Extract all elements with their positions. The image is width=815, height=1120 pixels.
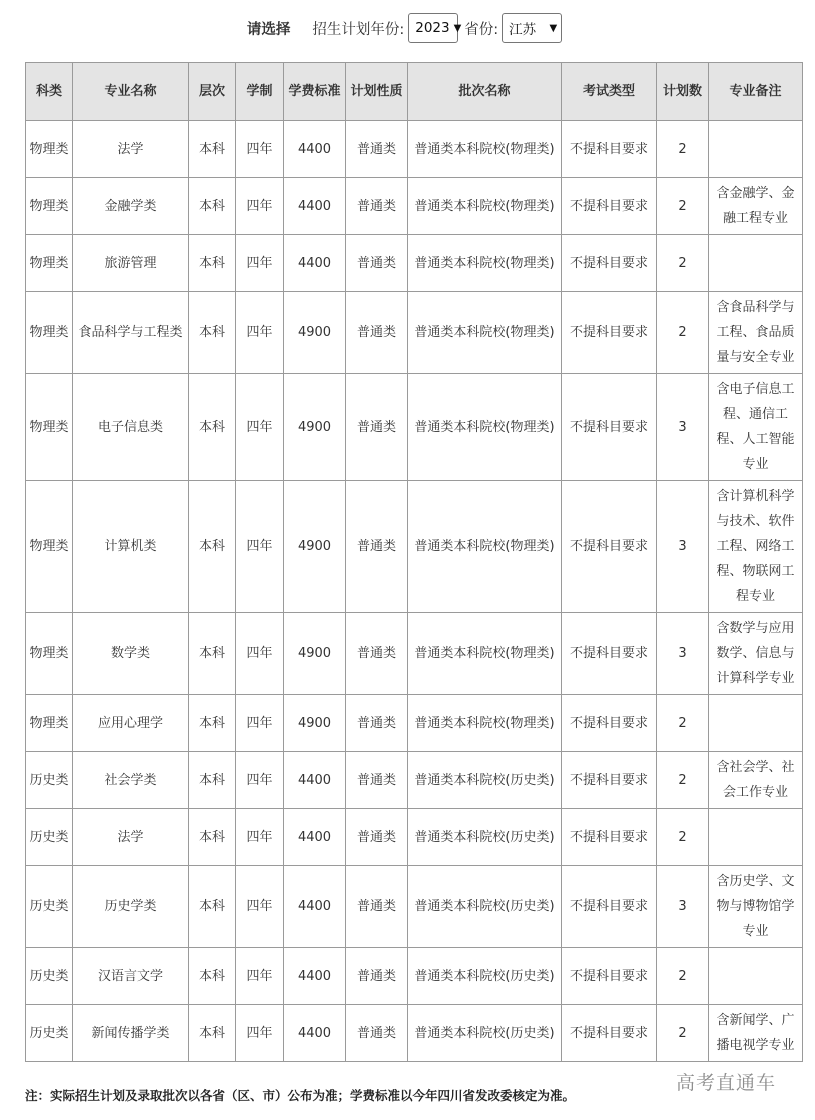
table-cell: 汉语言文学 <box>73 948 189 1005</box>
column-header: 计划性质 <box>346 63 408 121</box>
table-cell: 普通类 <box>346 695 408 752</box>
column-header: 批次名称 <box>408 63 562 121</box>
table-cell: 3 <box>657 613 709 695</box>
table-cell: 普通类本科院校(物理类) <box>408 178 562 235</box>
table-cell: 法学 <box>73 809 189 866</box>
table-cell: 历史类 <box>26 866 73 948</box>
table-row <box>26 752 803 809</box>
table-cell: 四年 <box>236 866 284 948</box>
column-header: 考试类型 <box>562 63 657 121</box>
table-cell: 物理类 <box>26 613 73 695</box>
table-cell: 本科 <box>189 866 236 948</box>
table-cell: 不提科目要求 <box>562 481 657 613</box>
table-cell: 不提科目要求 <box>562 121 657 178</box>
table-cell: 历史类 <box>26 948 73 1005</box>
table-cell: 不提科目要求 <box>562 752 657 809</box>
table-row <box>26 481 803 613</box>
year-select-value: 2023 <box>415 20 450 36</box>
table-cell: 不提科目要求 <box>562 695 657 752</box>
table-cell: 普通类本科院校(物理类) <box>408 374 562 481</box>
table-cell: 普通类本科院校(物理类) <box>408 613 562 695</box>
table-cell: 四年 <box>236 809 284 866</box>
table-cell: 不提科目要求 <box>562 374 657 481</box>
table-row <box>26 613 803 695</box>
table-cell: 不提科目要求 <box>562 948 657 1005</box>
filter-bar <box>0 12 815 44</box>
table-cell: 本科 <box>189 481 236 613</box>
table-cell: 含计算机科学与技术、软件工程、网络工程、物联网工程专业 <box>709 481 803 613</box>
table-cell: 历史类 <box>26 809 73 866</box>
table-cell: 四年 <box>236 374 284 481</box>
table-cell: 本科 <box>189 121 236 178</box>
table-cell: 四年 <box>236 292 284 374</box>
table-cell: 4400 <box>284 866 346 948</box>
footer-note: 注：实际招生计划及录取批次以各省（区、市）公布为准；学费标准以今年四川省发改委核定为准。 <box>25 1088 576 1103</box>
table-row <box>26 809 803 866</box>
table-cell: 不提科目要求 <box>562 809 657 866</box>
column-header: 学费标准 <box>284 63 346 121</box>
table-cell: 应用心理学 <box>73 695 189 752</box>
table-cell <box>709 121 803 178</box>
chevron-down-icon: ▼ <box>453 22 462 34</box>
table-cell: 普通类 <box>346 613 408 695</box>
table-cell: 本科 <box>189 235 236 292</box>
table-cell: 2 <box>657 809 709 866</box>
table-cell: 4400 <box>284 178 346 235</box>
filter-title: 请选择 <box>246 21 291 38</box>
table-cell: 普通类本科院校(物理类) <box>408 695 562 752</box>
table-cell: 四年 <box>236 235 284 292</box>
table-cell: 4400 <box>284 235 346 292</box>
table-cell: 普通类 <box>346 481 408 613</box>
table-cell: 四年 <box>236 1005 284 1062</box>
column-header: 专业名称 <box>73 63 189 121</box>
table-cell <box>709 235 803 292</box>
table-cell: 含新闻学、广播电视学专业 <box>709 1005 803 1062</box>
table-cell: 不提科目要求 <box>562 1005 657 1062</box>
table-cell: 四年 <box>236 613 284 695</box>
year-label: 招生计划年份: <box>312 21 405 38</box>
table-cell: 普通类 <box>346 752 408 809</box>
table-cell: 四年 <box>236 121 284 178</box>
table-cell: 普通类 <box>346 292 408 374</box>
table-body <box>26 121 803 1062</box>
table-cell <box>709 809 803 866</box>
table-cell: 四年 <box>236 178 284 235</box>
table-cell: 含历史学、文物与博物馆学专业 <box>709 866 803 948</box>
table-row <box>26 235 803 292</box>
table-header-row <box>26 63 803 121</box>
table-cell: 4400 <box>284 752 346 809</box>
table-cell: 不提科目要求 <box>562 292 657 374</box>
table-cell: 3 <box>657 481 709 613</box>
table-cell: 电子信息类 <box>73 374 189 481</box>
table-cell: 物理类 <box>26 121 73 178</box>
table-cell: 不提科目要求 <box>562 613 657 695</box>
table-cell: 2 <box>657 1005 709 1062</box>
table-cell: 本科 <box>189 292 236 374</box>
table-cell: 金融学类 <box>73 178 189 235</box>
table-cell: 旅游管理 <box>73 235 189 292</box>
table-row <box>26 1005 803 1062</box>
table-cell: 普通类 <box>346 866 408 948</box>
table-cell: 法学 <box>73 121 189 178</box>
table-cell: 物理类 <box>26 481 73 613</box>
column-header: 科类 <box>26 63 73 121</box>
table-cell: 普通类本科院校(历史类) <box>408 752 562 809</box>
table-row <box>26 866 803 948</box>
table-cell: 物理类 <box>26 235 73 292</box>
table-cell: 普通类 <box>346 1005 408 1062</box>
table-cell: 2 <box>657 695 709 752</box>
table-cell: 本科 <box>189 948 236 1005</box>
table-cell: 四年 <box>236 948 284 1005</box>
table-cell: 物理类 <box>26 374 73 481</box>
table-cell: 4900 <box>284 292 346 374</box>
table-cell: 4400 <box>284 809 346 866</box>
table-cell: 3 <box>657 866 709 948</box>
table-cell <box>709 948 803 1005</box>
table-cell: 4400 <box>284 1005 346 1062</box>
table-cell: 普通类 <box>346 178 408 235</box>
table-cell: 2 <box>657 752 709 809</box>
table-row <box>26 695 803 752</box>
table-cell: 不提科目要求 <box>562 866 657 948</box>
table-cell: 社会学类 <box>73 752 189 809</box>
table-cell: 普通类 <box>346 374 408 481</box>
table-row <box>26 178 803 235</box>
table-cell: 含数学与应用数学、信息与计算科学专业 <box>709 613 803 695</box>
table-cell: 四年 <box>236 481 284 613</box>
table-cell <box>709 695 803 752</box>
table-cell: 4900 <box>284 481 346 613</box>
table-cell: 本科 <box>189 374 236 481</box>
table-cell: 不提科目要求 <box>562 235 657 292</box>
watermark-text: 高考直通车 <box>676 1072 777 1094</box>
table-row <box>26 121 803 178</box>
table-cell: 普通类本科院校(物理类) <box>408 292 562 374</box>
column-header: 专业备注 <box>709 63 803 121</box>
table-cell: 4900 <box>284 613 346 695</box>
table-cell: 4900 <box>284 374 346 481</box>
table-cell: 物理类 <box>26 292 73 374</box>
table-cell: 普通类本科院校(历史类) <box>408 948 562 1005</box>
table-cell: 本科 <box>189 1005 236 1062</box>
table-cell: 4400 <box>284 121 346 178</box>
table-cell: 本科 <box>189 752 236 809</box>
table-cell: 物理类 <box>26 695 73 752</box>
table-cell: 新闻传播学类 <box>73 1005 189 1062</box>
table-cell: 历史学类 <box>73 866 189 948</box>
column-header: 学制 <box>236 63 284 121</box>
table-cell: 2 <box>657 121 709 178</box>
table-cell: 普通类本科院校(物理类) <box>408 481 562 613</box>
table-cell: 2 <box>657 178 709 235</box>
table-cell: 普通类本科院校(历史类) <box>408 1005 562 1062</box>
column-header: 计划数 <box>657 63 709 121</box>
table-cell: 普通类本科院校(历史类) <box>408 866 562 948</box>
table-cell: 含金融学、金融工程专业 <box>709 178 803 235</box>
table-cell: 含食品科学与工程、食品质量与安全专业 <box>709 292 803 374</box>
table-row <box>26 374 803 481</box>
table-cell: 食品科学与工程类 <box>73 292 189 374</box>
table-cell: 四年 <box>236 695 284 752</box>
table-cell: 本科 <box>189 695 236 752</box>
table-cell: 3 <box>657 374 709 481</box>
table-cell: 历史类 <box>26 752 73 809</box>
table-cell: 计算机类 <box>73 481 189 613</box>
table-cell: 普通类本科院校(历史类) <box>408 809 562 866</box>
table-cell: 历史类 <box>26 1005 73 1062</box>
table-cell: 普通类本科院校(物理类) <box>408 121 562 178</box>
table-cell: 4400 <box>284 948 346 1005</box>
enrollment-plan-table <box>25 62 803 1062</box>
table-row <box>26 948 803 1005</box>
province-label: 省份: <box>464 21 499 38</box>
table-cell: 2 <box>657 235 709 292</box>
table-cell: 普通类 <box>346 809 408 866</box>
province-select[interactable] <box>502 13 562 43</box>
table-cell: 物理类 <box>26 178 73 235</box>
table-cell: 含电子信息工程、通信工程、人工智能专业 <box>709 374 803 481</box>
year-select[interactable] <box>408 13 462 43</box>
table-cell: 普通类 <box>346 121 408 178</box>
table-cell: 普通类 <box>346 948 408 1005</box>
table-cell: 4900 <box>284 695 346 752</box>
chevron-down-icon: ▼ <box>549 22 558 34</box>
table-cell: 2 <box>657 948 709 1005</box>
table-cell: 数学类 <box>73 613 189 695</box>
column-header: 层次 <box>189 63 236 121</box>
table-cell: 含社会学、社会工作专业 <box>709 752 803 809</box>
table-cell: 四年 <box>236 752 284 809</box>
table-row <box>26 292 803 374</box>
province-select-value: 江苏 <box>509 22 537 38</box>
table-cell: 不提科目要求 <box>562 178 657 235</box>
table-cell: 本科 <box>189 178 236 235</box>
table-cell: 本科 <box>189 809 236 866</box>
table-cell: 普通类本科院校(物理类) <box>408 235 562 292</box>
table-cell: 普通类 <box>346 235 408 292</box>
table-cell: 本科 <box>189 613 236 695</box>
table-cell: 2 <box>657 292 709 374</box>
